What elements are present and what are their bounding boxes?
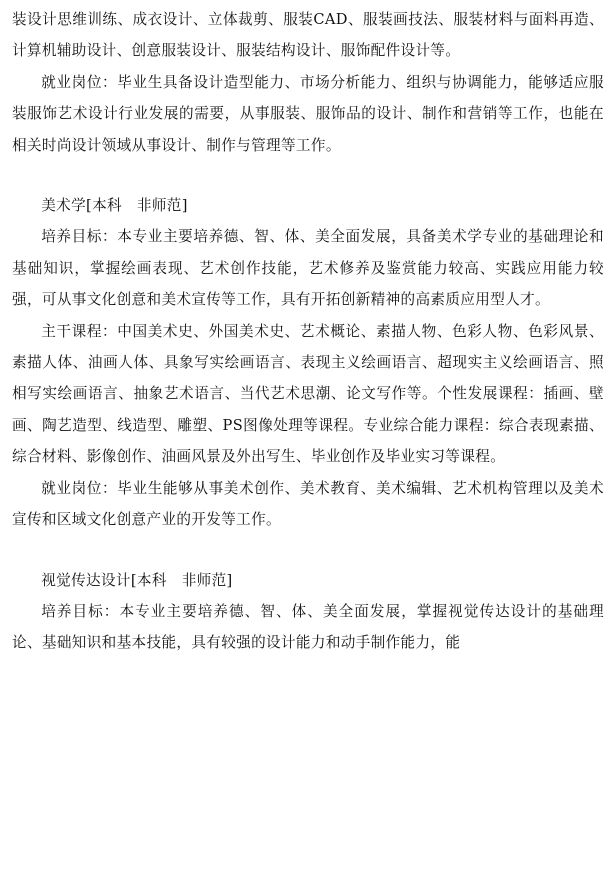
- major-heading-fine-arts: 美术学[本科 非师范]: [41, 197, 188, 215]
- paragraph-fine-arts-goals: 培养目标：本专业主要培养德、智、体、美全面发展，具备美术学专业的基础理论和基础知识，掌握绘画表现、艺术创作技能，艺术修养及鉴赏能力较高、实践应用能力较强，可从事文化创意和美术宣传等工作，具有开拓创新精神的高素质应用型人才。: [12, 228, 604, 309]
- section-fashion-design-tail: [12, 4, 604, 161]
- major-heading-visual-communication: 视觉传达设计[本科 非师范]: [41, 571, 233, 589]
- paragraph-fashion-employment: 就业岗位：毕业生具备设计造型能力、市场分析能力、组织与协调能力，能够适应服装服饰艺术设计行业发展的需要，从事服装、服饰品的设计、制作和营销等工作，也能在相关时尚设计领域从事设计、制作与管理等工作。: [12, 73, 604, 154]
- paragraph-fine-arts-courses: 主干课程：中国美术史、外国美术史、艺术概论、素描人物、色彩人物、色彩风景、素描人体、油画人体、具象写实绘画语言、表现主义绘画语言、超现实主义绘画语言、照相写实绘画语言、抽象艺术语言、当代艺术思潮、论文写作等。个性发展课程：插画、壁画、陶艺造型、线造型、雕塑、PS图像处理等课程。专业综合能力课程：综合表现素描、综合材料、影像创作、油画风景及外出写生、毕业创作及毕业实习等课程。: [12, 322, 604, 466]
- paragraph-fashion-courses: 装设计思维训练、成衣设计、立体裁剪、服装CAD、服装画技法、服装材料与面料再造、计算机辅助设计、创意服装设计、服装结构设计、服饰配件设计等。: [12, 11, 604, 60]
- section-visual-communication: [12, 565, 604, 659]
- paragraph-fine-arts-employment: 就业岗位：毕业生能够从事美术创作、美术教育、美术编辑、艺术机构管理以及美术宣传和区域文化创意产业的开发等工作。: [12, 479, 604, 529]
- section-spacer: [12, 161, 604, 190]
- paragraph-visual-comm-goals: 培养目标：本专业主要培养德、智、体、美全面发展，掌握视觉传达设计的基础理论、基础知识和基本技能，具有较强的设计能力和动手制作能力，能: [12, 602, 604, 652]
- section-fine-arts: [12, 190, 604, 535]
- section-spacer: [12, 536, 604, 565]
